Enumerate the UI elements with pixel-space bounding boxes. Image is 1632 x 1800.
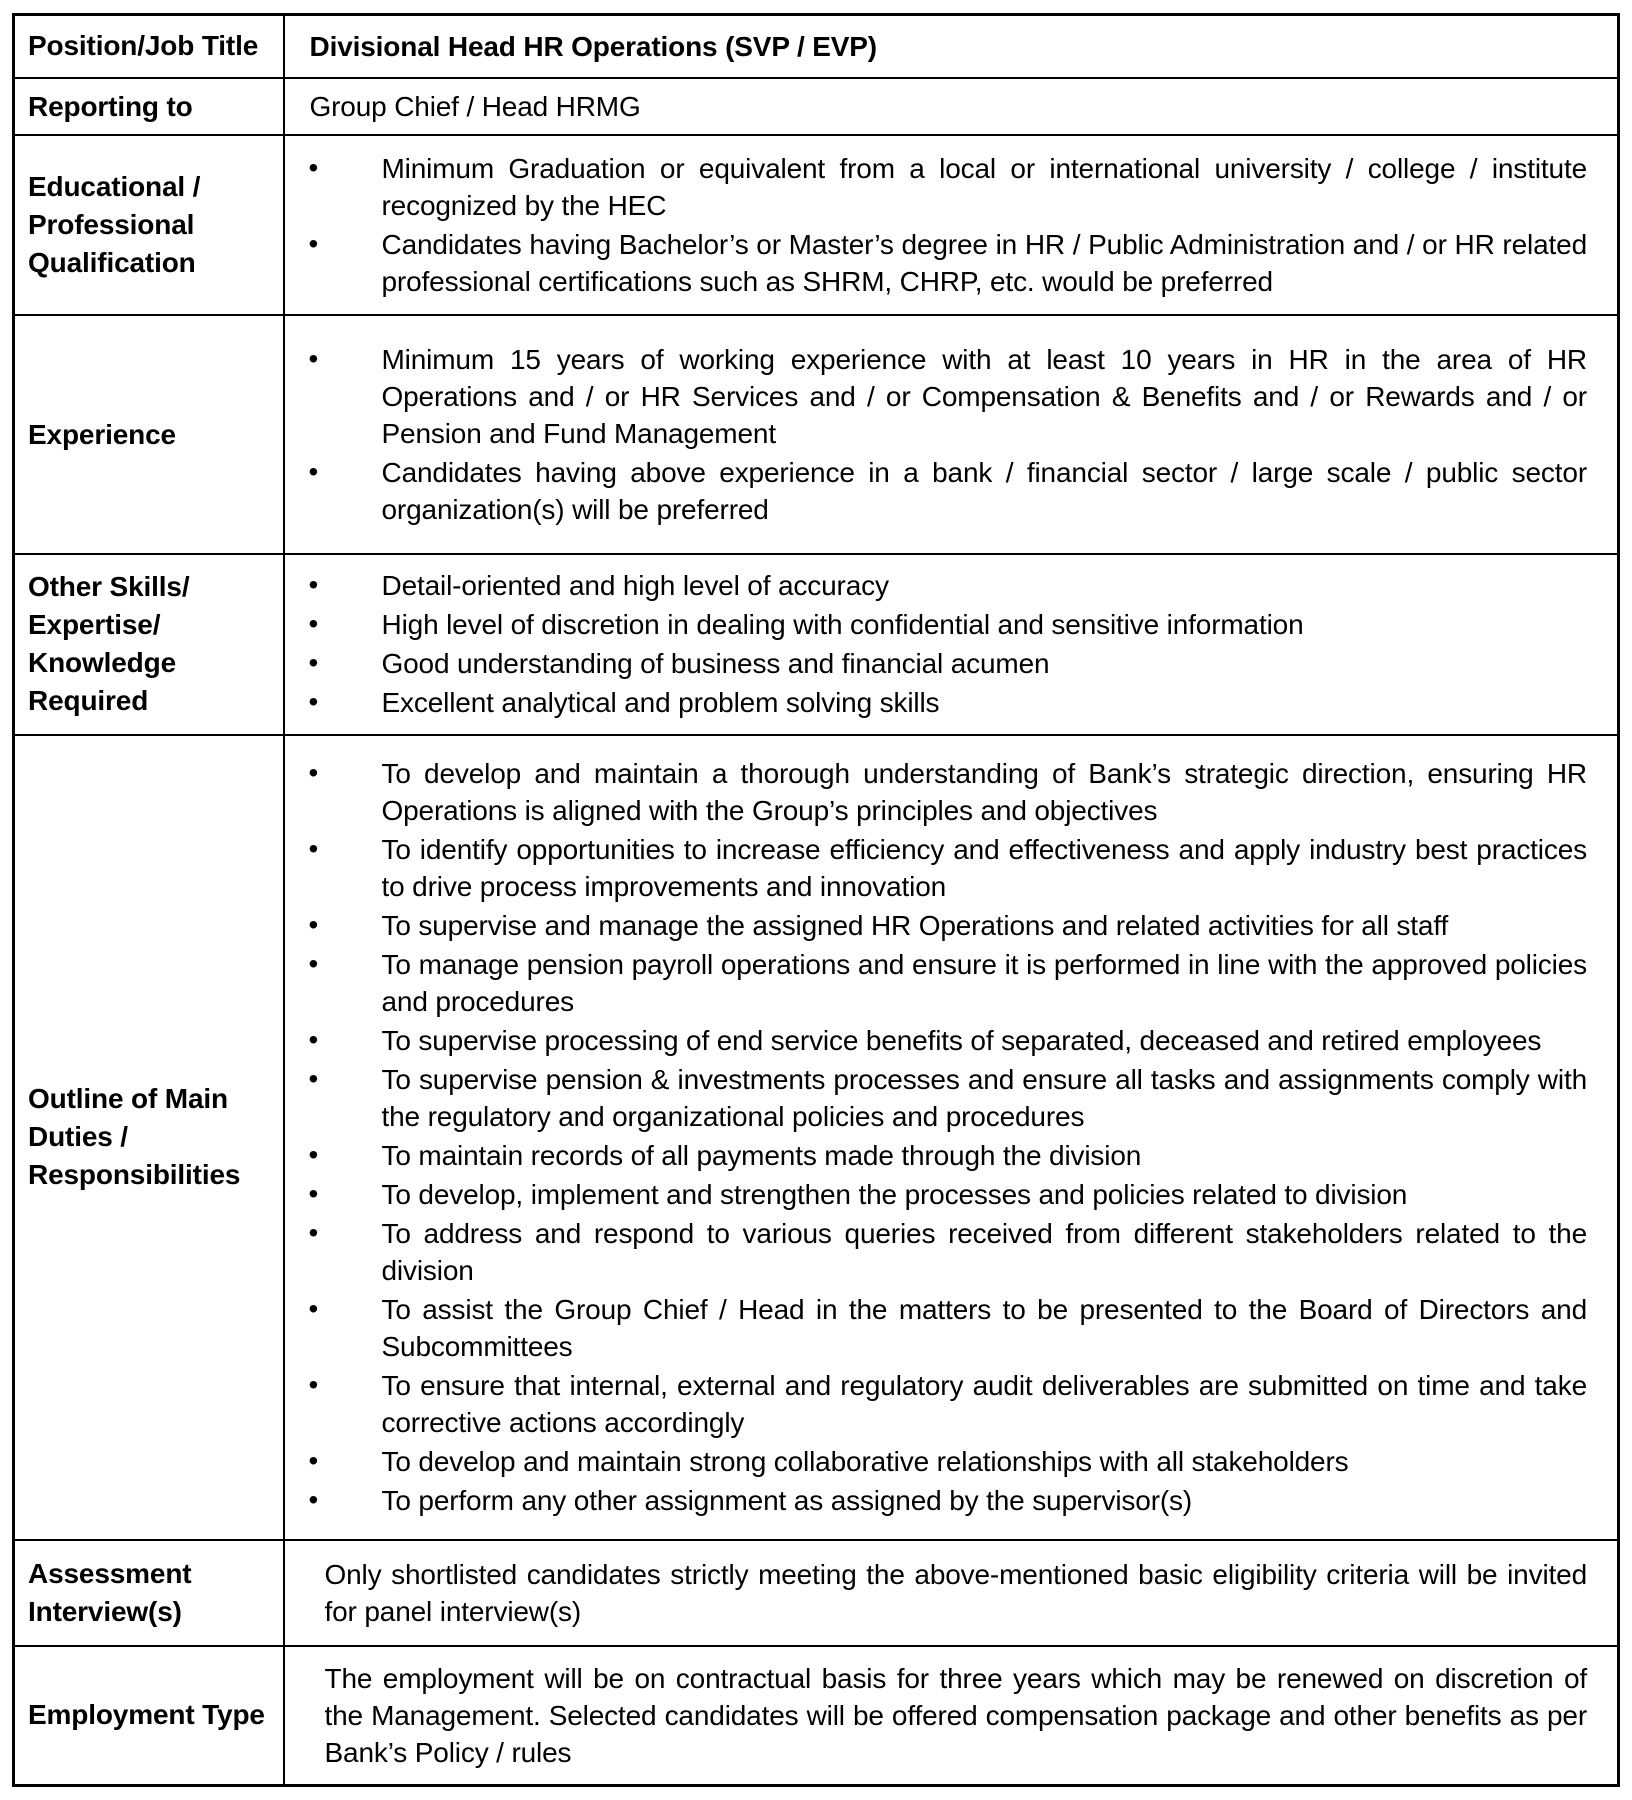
value-other-skills <box>284 554 1619 735</box>
educational-bullet-list <box>285 150 1588 300</box>
bullet-text: Good understanding of business and financial acumen <box>381 648 1050 680</box>
row-other-skills <box>14 554 1619 735</box>
bullet-text: High level of discretion in dealing with confidential and sensitive information <box>381 609 1304 641</box>
bullet-dot-icon: • <box>308 647 319 679</box>
bullet-text: To identify opportunities to increase efficiency and effectiveness and apply industry best practices to drive process improvements and innovation <box>381 834 1587 903</box>
value-position-job-title: Divisional Head HR Operations (SVP / EVP) <box>284 15 1619 78</box>
row-employment-type <box>14 1646 1619 1786</box>
bullet-text: To develop and maintain a thorough understanding of Bank’s strategic direction, ensuring HR Operations is aligned with the Group’s principles and objectives <box>381 758 1587 827</box>
value-experience <box>284 315 1619 553</box>
bullet-text: To supervise processing of end service benefits of separated, deceased and retired employees <box>381 1025 1542 1057</box>
bullet-item <box>285 645 1588 682</box>
bullet-dot-icon: • <box>308 1139 319 1171</box>
bullet-item <box>285 454 1588 528</box>
bullet-dot-icon: • <box>308 1217 319 1249</box>
row-experience <box>14 315 1619 553</box>
bullet-dot-icon: • <box>308 948 319 980</box>
row-assessment-interviews <box>14 1540 1619 1646</box>
label-position-job-title: Position/Job Title <box>14 15 284 78</box>
label-reporting-to: Reporting to <box>14 78 284 135</box>
bullet-item <box>285 150 1588 224</box>
value-employment-type: The employment will be on contractual basis for three years which may be renewed on discretion of the Management. Selected candidates will be offered compensation package and other benefits as per Bank’s Policy / rules <box>284 1646 1619 1786</box>
bullet-dot-icon: • <box>308 1293 319 1325</box>
bullet-dot-icon: • <box>308 909 319 941</box>
bullet-text: To develop, implement and strengthen the processes and policies related to division <box>381 1179 1408 1211</box>
bullet-dot-icon: • <box>308 1445 319 1477</box>
bullet-text: To supervise pension & investments processes and ensure all tasks and assignments comply with the regulatory and organizational policies and procedures <box>381 1064 1587 1133</box>
bullet-item <box>285 1367 1588 1441</box>
main-duties-bullet-list <box>285 755 1588 1519</box>
bullet-item <box>285 1482 1588 1519</box>
bullet-text: Minimum Graduation or equivalent from a local or international university / college / institute recognized by the HEC <box>381 153 1587 222</box>
bullet-item <box>285 684 1588 721</box>
bullet-text: To develop and maintain strong collaborative relationships with all stakeholders <box>381 1446 1349 1478</box>
label-educational-qualification: Educational / Professional Qualification <box>14 135 284 315</box>
bullet-item <box>285 1176 1588 1213</box>
bullet-text: To assist the Group Chief / Head in the matters to be presented to the Board of Directors and Subcommittees <box>381 1294 1587 1363</box>
bullet-text: To manage pension payroll operations and ensure it is performed in line with the approved policies and procedures <box>381 949 1587 1018</box>
value-reporting-to: Group Chief / Head HRMG <box>284 78 1619 135</box>
other-skills-bullet-list <box>285 567 1588 721</box>
bullet-dot-icon: • <box>308 1484 319 1516</box>
row-position-job-title <box>14 15 1619 78</box>
bullet-text: To supervise and manage the assigned HR Operations and related activities for all staff <box>381 910 1449 942</box>
label-assessment-interviews: Assessment Interview(s) <box>14 1540 284 1646</box>
bullet-item <box>285 1022 1588 1059</box>
bullet-item <box>285 755 1588 829</box>
bullet-item <box>285 1215 1588 1289</box>
bullet-item <box>285 1137 1588 1174</box>
bullet-item <box>285 606 1588 643</box>
bullet-text: Minimum 15 years of working experience with at least 10 years in HR in the area of HR Operations and / or HR Services and / or Compensation & Benefits and / or Rewards and / or Pension and Fund Management <box>381 344 1587 450</box>
bullet-dot-icon: • <box>308 152 319 184</box>
label-experience: Experience <box>14 315 284 553</box>
bullet-item <box>285 907 1588 944</box>
bullet-item <box>285 1291 1588 1365</box>
bullet-dot-icon: • <box>308 757 319 789</box>
bullet-dot-icon: • <box>308 608 319 640</box>
experience-bullet-list <box>285 341 1588 528</box>
bullet-item <box>285 341 1588 452</box>
bullet-text: Detail-oriented and high level of accuracy <box>381 570 889 602</box>
bullet-dot-icon: • <box>308 1369 319 1401</box>
value-educational-qualification <box>284 135 1619 315</box>
bullet-text: Candidates having Bachelor’s or Master’s degree in HR / Public Administration and / or HR related professional certifications such as SHRM, CHRP, etc. would be preferred <box>381 229 1587 298</box>
label-main-duties: Outline of Main Duties / Responsibilities <box>14 735 284 1540</box>
job-description-table <box>12 13 1620 1787</box>
bullet-item <box>285 1443 1588 1480</box>
bullet-dot-icon: • <box>308 833 319 865</box>
row-reporting-to <box>14 78 1619 135</box>
bullet-text: Excellent analytical and problem solving skills <box>381 687 940 719</box>
bullet-text: To maintain records of all payments made through the division <box>381 1140 1142 1172</box>
bullet-text: Candidates having above experience in a bank / financial sector / large scale / public sector organization(s) will be preferred <box>381 457 1587 526</box>
bullet-text: To perform any other assignment as assigned by the supervisor(s) <box>381 1485 1193 1517</box>
bullet-dot-icon: • <box>308 456 319 488</box>
value-assessment-interviews: Only shortlisted candidates strictly meeting the above-mentioned basic eligibility criteria will be invited for panel interview(s) <box>284 1540 1619 1646</box>
bullet-dot-icon: • <box>308 1178 319 1210</box>
bullet-item <box>285 831 1588 905</box>
bullet-dot-icon: • <box>308 686 319 718</box>
bullet-dot-icon: • <box>308 343 319 375</box>
bullet-item <box>285 946 1588 1020</box>
bullet-dot-icon: • <box>308 569 319 601</box>
bullet-text: To address and respond to various queries received from different stakeholders related to the division <box>381 1218 1587 1287</box>
bullet-dot-icon: • <box>308 1024 319 1056</box>
row-educational-qualification <box>14 135 1619 315</box>
bullet-item <box>285 226 1588 300</box>
label-employment-type: Employment Type <box>14 1646 284 1786</box>
row-main-duties <box>14 735 1619 1540</box>
value-main-duties <box>284 735 1619 1540</box>
bullet-text: To ensure that internal, external and regulatory audit deliverables are submitted on time and take corrective actions accordingly <box>381 1370 1587 1439</box>
bullet-item <box>285 567 1588 604</box>
bullet-dot-icon: • <box>308 1063 319 1095</box>
bullet-item <box>285 1061 1588 1135</box>
bullet-dot-icon: • <box>308 228 319 260</box>
label-other-skills: Other Skills/ Expertise/ Knowledge Required <box>14 554 284 735</box>
